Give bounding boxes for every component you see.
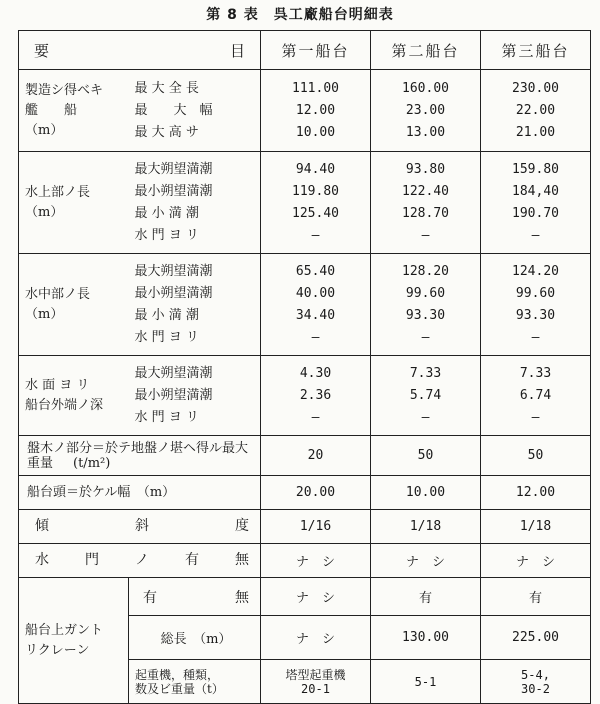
value: 22.00 bbox=[515, 102, 556, 118]
value: 93.30 bbox=[405, 307, 446, 323]
value: 2.36 bbox=[299, 387, 332, 403]
value-cell-1: ナ シ bbox=[261, 578, 371, 616]
sub-label: 最大朔望満潮 bbox=[134, 263, 213, 279]
value-line: 30-2 bbox=[521, 681, 550, 696]
value-cell-1 bbox=[261, 356, 371, 436]
value: — bbox=[421, 227, 430, 243]
value-cell-2: 1/18 bbox=[371, 510, 481, 544]
value: — bbox=[421, 409, 430, 425]
value-cell-3 bbox=[481, 152, 591, 254]
value: 125.40 bbox=[292, 205, 339, 221]
value-cell-2: 50 bbox=[371, 436, 481, 476]
header-col-3: 第三船台 bbox=[481, 31, 591, 70]
label-char: 度 bbox=[235, 518, 249, 534]
group-label-line: 水 面 ヨ リ bbox=[25, 377, 90, 393]
sub-labels bbox=[129, 70, 261, 152]
value: 65.40 bbox=[295, 263, 336, 279]
value-cell-2 bbox=[371, 254, 481, 356]
group-label-line: 製造シ得ベキ bbox=[25, 82, 104, 98]
value: 124.20 bbox=[512, 263, 559, 279]
sub-label: 最 大 全 長 bbox=[134, 80, 199, 96]
value-cell-1 bbox=[261, 70, 371, 152]
label-char: 有 bbox=[185, 552, 199, 568]
sub-label: 水 門 ヨ リ bbox=[134, 227, 199, 243]
value: — bbox=[311, 329, 320, 345]
value-cell-1: 1/16 bbox=[261, 510, 371, 544]
sub-label bbox=[129, 578, 261, 616]
label-char: 無 bbox=[235, 552, 249, 568]
label-char: 有 bbox=[143, 589, 157, 606]
value: 93.30 bbox=[515, 307, 556, 323]
wide-label-text: 船台頭＝於ケル幅 （m） bbox=[27, 485, 176, 500]
group-label-line: （m） bbox=[25, 204, 64, 220]
value: 99.60 bbox=[515, 285, 556, 301]
sub-label: 最 小 満 潮 bbox=[134, 205, 199, 221]
value: — bbox=[421, 329, 430, 345]
label-char: 無 bbox=[235, 589, 249, 606]
value: 111.00 bbox=[292, 80, 339, 96]
value: 7.33 bbox=[519, 365, 552, 381]
value-cell-2: 130.00 bbox=[371, 616, 481, 660]
table-row bbox=[19, 356, 591, 436]
group-label-line: 船台上ガント bbox=[25, 622, 104, 638]
value: 21.00 bbox=[515, 124, 556, 140]
table-row bbox=[19, 70, 591, 152]
group-label-line: （m） bbox=[25, 306, 64, 322]
group-label bbox=[19, 70, 129, 152]
value-cell-2: ナ シ bbox=[371, 544, 481, 578]
sub-label: 総長 （m） bbox=[129, 616, 261, 660]
value: 23.00 bbox=[405, 102, 446, 118]
value-cell-3: 有 bbox=[481, 578, 591, 616]
value: 230.00 bbox=[512, 80, 559, 96]
value: 119.80 bbox=[292, 183, 339, 199]
value-cell-2 bbox=[371, 152, 481, 254]
value-cell-1 bbox=[261, 152, 371, 254]
label-char: 傾 bbox=[35, 518, 49, 534]
label-char: 斜 bbox=[135, 518, 149, 534]
header-row bbox=[19, 31, 591, 70]
value-cell-1: 20.00 bbox=[261, 476, 371, 510]
table-row bbox=[19, 254, 591, 356]
value: 128.70 bbox=[402, 205, 449, 221]
value-cell-2: 有 bbox=[371, 578, 481, 616]
label-char: 門 bbox=[85, 552, 99, 568]
group-label-line: （m） bbox=[25, 122, 64, 138]
value-cell-3 bbox=[481, 70, 591, 152]
wide-label-text: 盤木ノ部分＝於テ地盤ノ堪ヘ得ル最大重量 bbox=[27, 440, 249, 471]
value-cell-2 bbox=[371, 356, 481, 436]
value: — bbox=[311, 409, 320, 425]
value-cell-1: ナ シ bbox=[261, 616, 371, 660]
wide-label bbox=[19, 544, 261, 578]
value: 10.00 bbox=[295, 124, 336, 140]
header-col-2: 第二船台 bbox=[371, 31, 481, 70]
value-cell-3: 225.00 bbox=[481, 616, 591, 660]
table-row bbox=[19, 578, 591, 616]
value-cell-2 bbox=[371, 70, 481, 152]
value-cell-1: 20 bbox=[261, 436, 371, 476]
value-cell-3 bbox=[481, 660, 591, 704]
value: 4.30 bbox=[299, 365, 332, 381]
group-label-line: 水上部ノ長 bbox=[25, 184, 91, 200]
value: 13.00 bbox=[405, 124, 446, 140]
value: 128.20 bbox=[402, 263, 449, 279]
table-row bbox=[19, 152, 591, 254]
value: 184,40 bbox=[512, 183, 559, 199]
group-label bbox=[19, 254, 129, 356]
spread-label bbox=[135, 587, 257, 607]
group-label-line: 艦 船 bbox=[25, 102, 78, 118]
sub-label: 最小朔望満潮 bbox=[134, 183, 213, 199]
table-row bbox=[19, 510, 591, 544]
group-label-line: 船台外端ノ深 bbox=[25, 397, 104, 413]
sub-label bbox=[129, 660, 261, 704]
wide-label-unit: (t/m²) bbox=[73, 455, 111, 471]
sub-label: 最 大 高 サ bbox=[134, 124, 199, 140]
value-cell-2 bbox=[371, 660, 481, 704]
sub-label: 最 大 幅 bbox=[134, 102, 213, 118]
value-cell-3: 1/18 bbox=[481, 510, 591, 544]
group-label bbox=[19, 152, 129, 254]
sub-label: 水 門 ヨ リ bbox=[134, 329, 199, 345]
value: 93.80 bbox=[405, 161, 446, 177]
value: 34.40 bbox=[295, 307, 336, 323]
value: 94.40 bbox=[295, 161, 336, 177]
value-cell-2: 10.00 bbox=[371, 476, 481, 510]
value-cell-1 bbox=[261, 254, 371, 356]
value-line: 塔型起重機 bbox=[285, 667, 346, 682]
label-char: 水 bbox=[35, 552, 49, 568]
value: 122.40 bbox=[402, 183, 449, 199]
value: 190.70 bbox=[512, 205, 559, 221]
sub-label: 最大朔望満潮 bbox=[134, 365, 213, 381]
value: — bbox=[311, 227, 320, 243]
header-col-1: 第一船台 bbox=[261, 31, 371, 70]
table-row bbox=[19, 544, 591, 578]
label-char: ノ bbox=[135, 552, 149, 568]
value-line: 5-1 bbox=[414, 674, 437, 689]
value: — bbox=[531, 227, 540, 243]
group-label-line: 水中部ノ長 bbox=[25, 286, 91, 302]
table-title: 第 8 表 呉工廠船台明細表 bbox=[206, 7, 394, 23]
value-cell-3: 50 bbox=[481, 436, 591, 476]
value-cell-1: ナ シ bbox=[261, 544, 371, 578]
sub-labels bbox=[129, 254, 261, 356]
wide-label bbox=[19, 510, 261, 544]
sub-label: 最小朔望満潮 bbox=[134, 285, 213, 301]
spread-label bbox=[27, 519, 257, 534]
value: 12.00 bbox=[295, 102, 336, 118]
sub-label: 最 小 満 潮 bbox=[134, 307, 199, 323]
value-line: 20-1 bbox=[301, 681, 330, 696]
value-cell-3: 12.00 bbox=[481, 476, 591, 510]
value-cell-3: ナ シ bbox=[481, 544, 591, 578]
sub-label-line: 起重機，種類， bbox=[135, 667, 220, 682]
table-row bbox=[19, 476, 591, 510]
sub-label: 最小朔望満潮 bbox=[134, 387, 213, 403]
sub-labels bbox=[129, 152, 261, 254]
spread-label bbox=[27, 553, 257, 568]
group-label bbox=[19, 356, 129, 436]
sub-label: 水 門 ヨ リ bbox=[134, 409, 199, 425]
group-label-line: リクレーン bbox=[25, 642, 90, 658]
value: 159.80 bbox=[512, 161, 559, 177]
wide-label bbox=[19, 436, 261, 476]
sub-label-line: 数及ビ重量（t） bbox=[135, 681, 224, 696]
value-cell-3 bbox=[481, 356, 591, 436]
sub-label: 最大朔望満潮 bbox=[134, 161, 213, 177]
value-cell-1 bbox=[261, 660, 371, 704]
value: 7.33 bbox=[409, 365, 442, 381]
value-line: 5-4, bbox=[521, 667, 550, 682]
value: 99.60 bbox=[405, 285, 446, 301]
value-cell-3 bbox=[481, 254, 591, 356]
value: — bbox=[531, 329, 540, 345]
value: — bbox=[531, 409, 540, 425]
header-item: 要 目 bbox=[19, 31, 261, 70]
sub-labels bbox=[129, 356, 261, 436]
value: 5.74 bbox=[409, 387, 442, 403]
shipway-table bbox=[18, 30, 591, 704]
group-label bbox=[19, 578, 129, 704]
wide-label bbox=[19, 476, 261, 510]
value: 160.00 bbox=[402, 80, 449, 96]
value: 6.74 bbox=[519, 387, 552, 403]
table-row bbox=[19, 436, 591, 476]
value: 40.00 bbox=[295, 285, 336, 301]
